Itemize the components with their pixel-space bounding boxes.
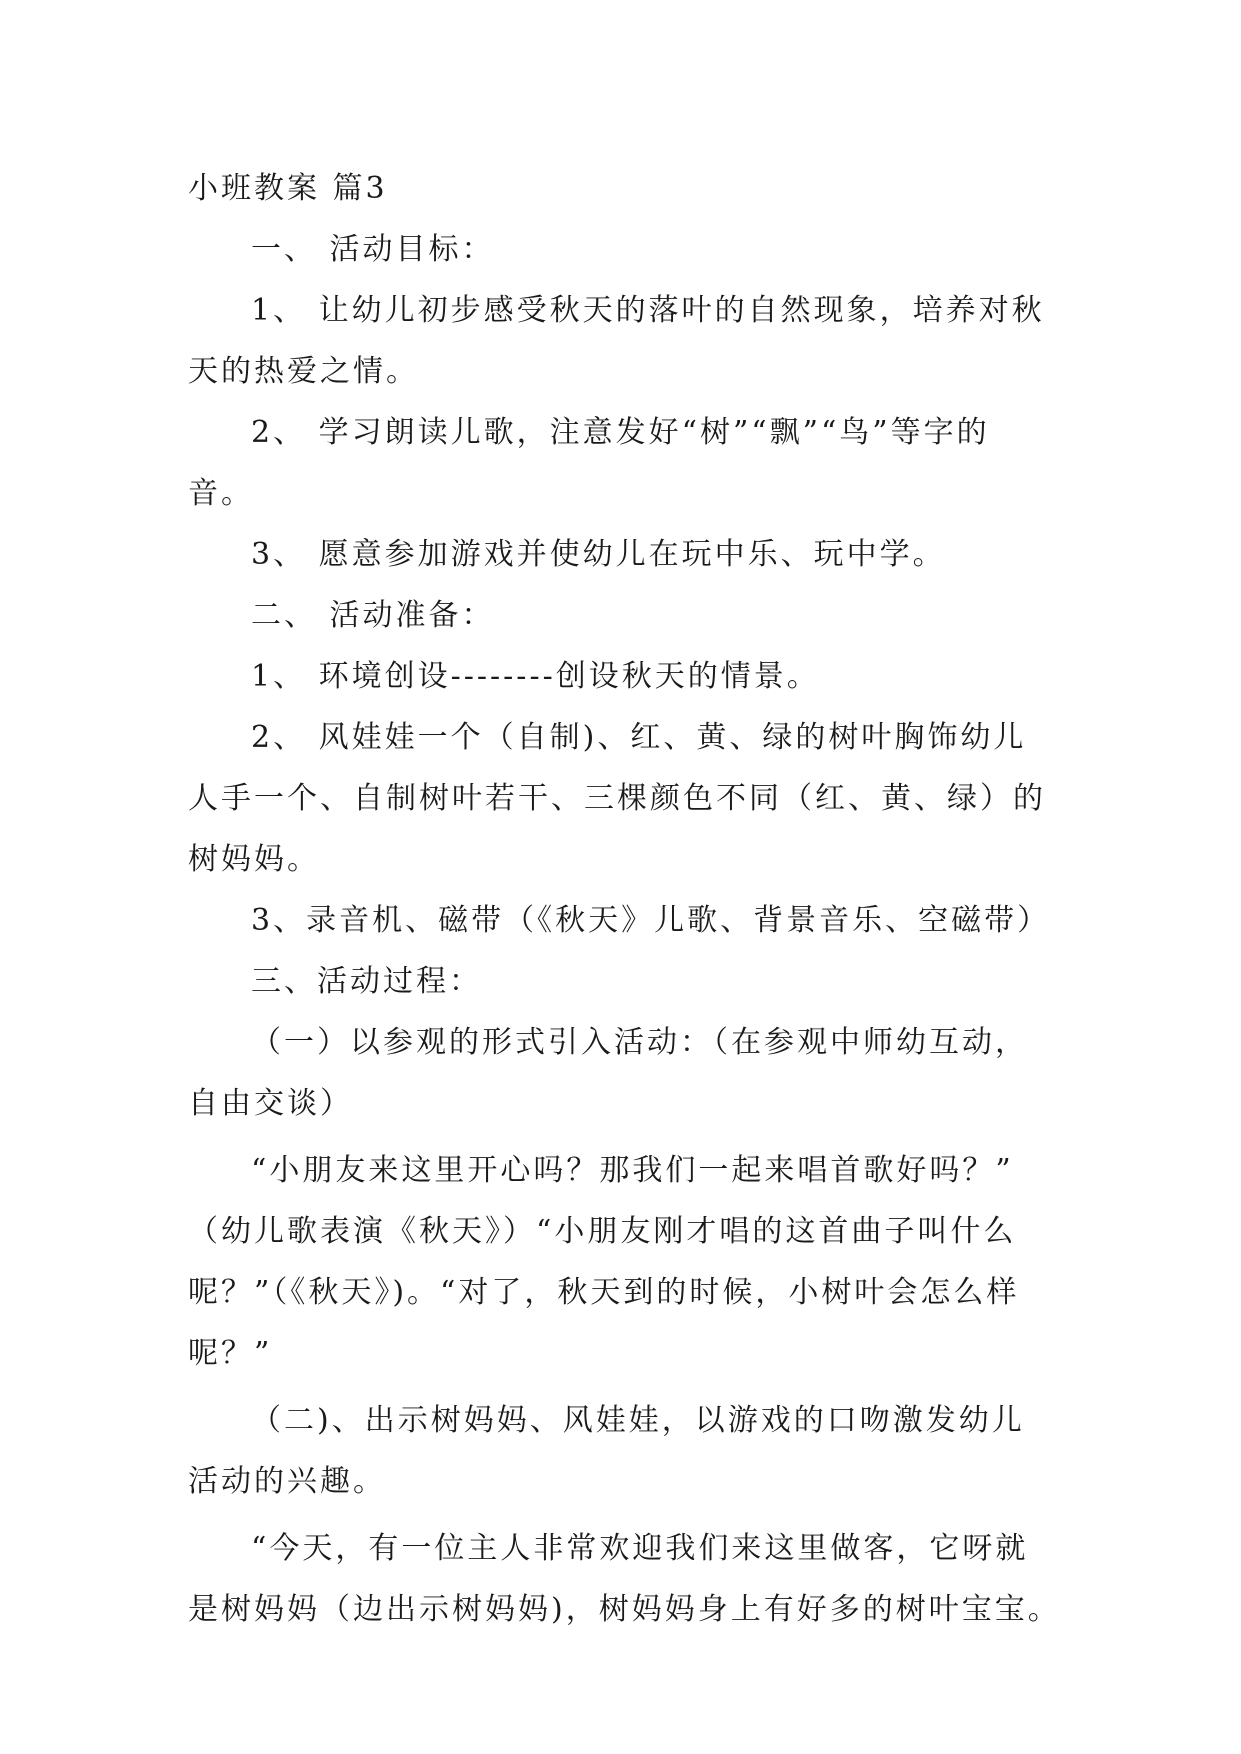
prep-2-line-3: 树妈妈。 bbox=[188, 842, 320, 877]
document-body bbox=[188, 158, 1061, 1640]
goal-2-line-2: 音。 bbox=[188, 476, 254, 511]
dialogue-1-line-2: （幼儿歌表演《秋天》）“小朋友刚才唱的这首曲子叫什么 bbox=[188, 1214, 1017, 1249]
dialogue-2-line-1: “今天，有一位主人非常欢迎我们来这里做客，它呀就 bbox=[251, 1531, 1029, 1566]
process-1-line-2: 自由交谈） bbox=[188, 1086, 353, 1121]
section-heading-process: 三、活动过程： bbox=[251, 964, 482, 999]
dialogue-2-line-2: 是树妈妈（边出示树妈妈)，树妈妈身上有好多的树叶宝宝。 bbox=[188, 1592, 1061, 1627]
process-1-line-1: （一）以参观的形式引入活动：（在参观中师幼互动， bbox=[251, 1025, 1028, 1060]
dialogue-1-line-3: 呢？”（《秋天》)。“对了，秋天到的时候，小树叶会怎么样 bbox=[188, 1275, 1020, 1310]
goal-3: 3、 愿意参加游戏并使幼儿在玩中乐、玩中学。 bbox=[251, 537, 946, 572]
section-heading-goals: 一、 活动目标： bbox=[251, 232, 495, 267]
prep-2-line-2: 人手一个、自制树叶若干、三棵颜色不同（红、黄、绿）的 bbox=[188, 781, 1046, 816]
section-heading-preparation: 二、 活动准备： bbox=[251, 598, 495, 633]
prep-3: 3、录音机、磁带（《秋天》儿歌、背景音乐、空磁带） bbox=[251, 903, 1051, 938]
goal-2-line-1: 2、 学习朗读儿歌，注意发好“树”“飘”“鸟”等字的 bbox=[251, 415, 990, 450]
dialogue-1-line-4: 呢？” bbox=[188, 1336, 273, 1371]
goal-1-line-2: 天的热爱之情。 bbox=[188, 354, 419, 389]
dialogue-1-line-1: “小朋友来这里开心吗？那我们一起来唱首歌好吗？” bbox=[251, 1153, 1014, 1188]
prep-2-line-1: 2、 风娃娃一个（自制)、红、黄、绿的树叶胸饰幼儿 bbox=[251, 720, 1027, 755]
process-2-line-1: （二)、出示树妈妈、风娃娃，以游戏的口吻激发幼儿 bbox=[251, 1403, 1025, 1438]
process-2-line-2: 活动的兴趣。 bbox=[188, 1464, 386, 1499]
document-heading: 小班教案 篇3 bbox=[188, 171, 388, 206]
prep-1: 1、 环境创设--------创设秋天的情景。 bbox=[251, 659, 820, 694]
goal-1-line-1: 1、 让幼儿初步感受秋天的落叶的自然现象，培养对秋 bbox=[251, 293, 1045, 328]
